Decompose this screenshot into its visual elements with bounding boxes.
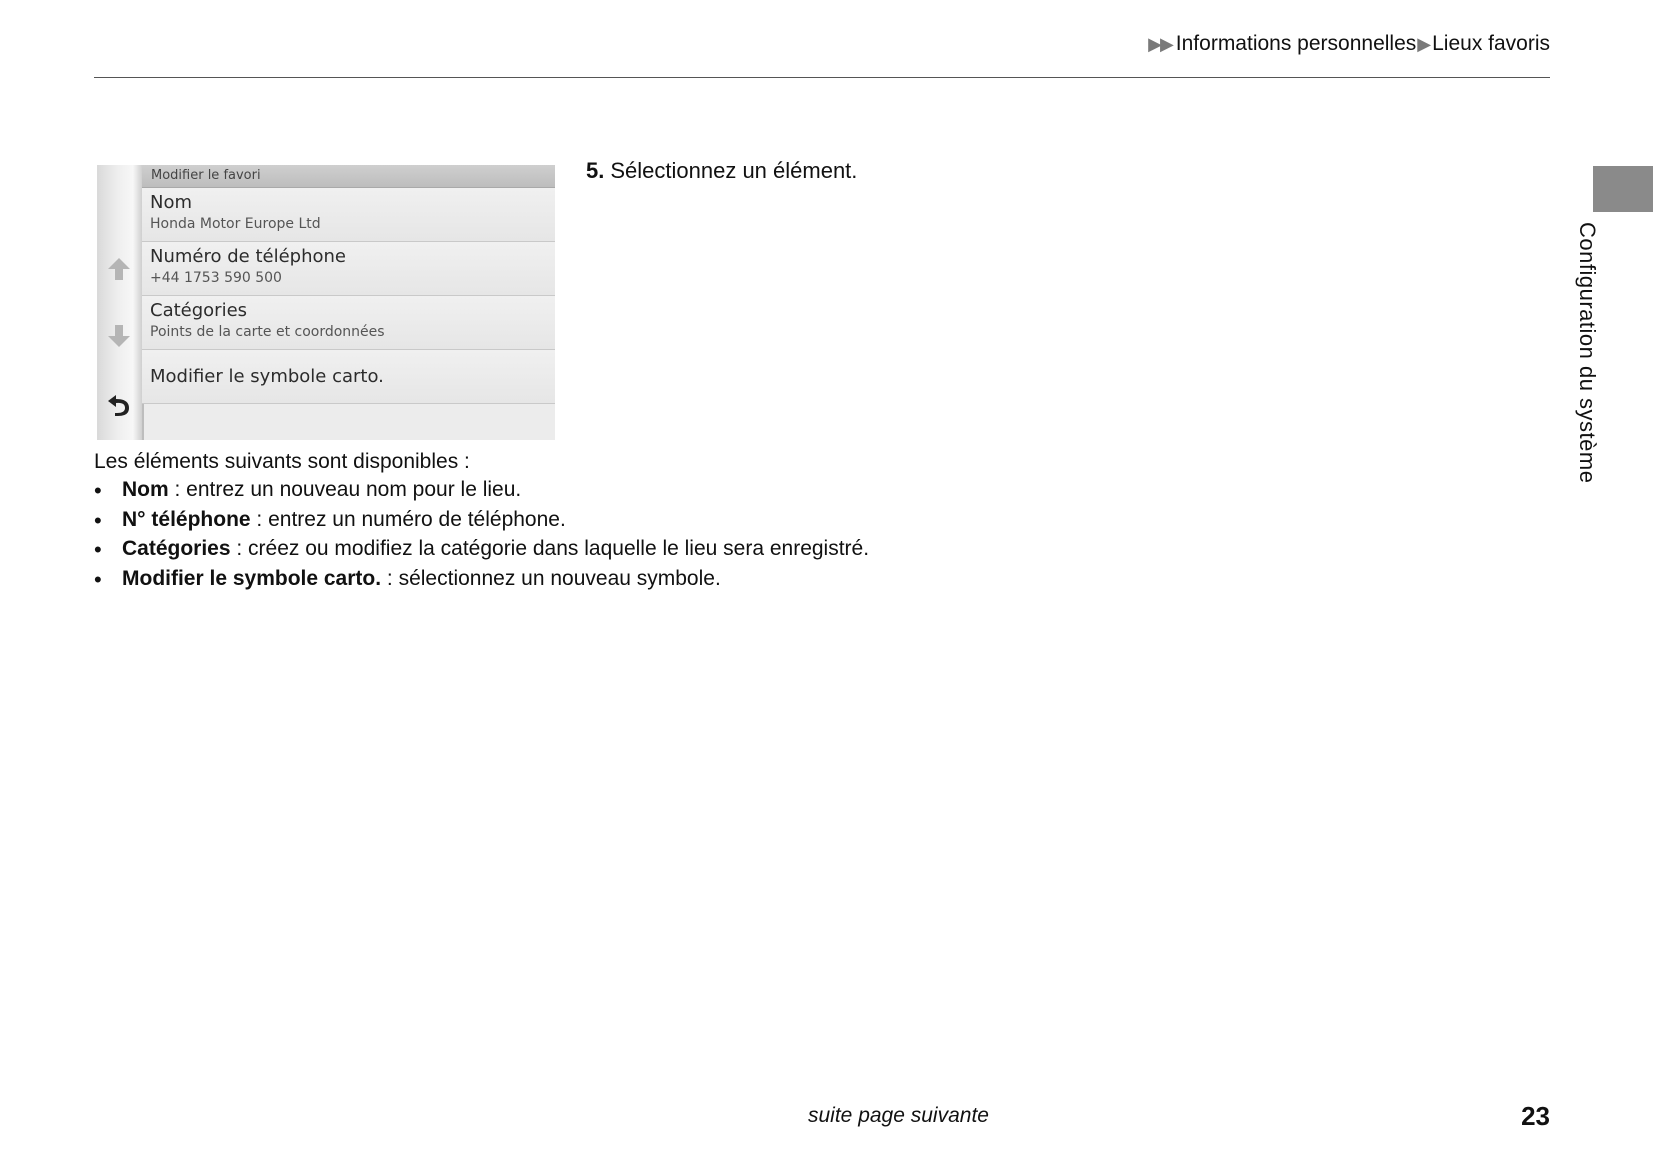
step-text: Sélectionnez un élément.	[610, 158, 858, 183]
list-item-term: Catégories	[122, 537, 231, 560]
chapter-label: Configuration du système	[1575, 222, 1600, 484]
device-menu-item-value: +44 1753 590 500	[150, 270, 282, 286]
list-item	[94, 537, 869, 567]
list-item	[94, 478, 869, 508]
step-number: 5.	[586, 158, 605, 183]
options-list	[94, 478, 869, 596]
device-menu-item-symbole[interactable]	[142, 350, 555, 404]
breadcrumb-item-topic[interactable]: Lieux favoris	[1432, 32, 1550, 55]
device-menu-item-categories[interactable]	[142, 296, 555, 350]
continued-note: suite page suivante	[808, 1104, 989, 1127]
device-screenshot	[97, 165, 555, 440]
triangle-separator-icon: ▶	[1417, 33, 1430, 54]
device-menu-item-label: Catégories	[150, 300, 248, 321]
device-screen-title: Modifier le favori	[142, 165, 555, 188]
double-triangle-icon: ▶▶	[1148, 33, 1172, 54]
device-menu-item-value: Honda Motor Europe Ltd	[150, 216, 321, 232]
list-item-term: N° téléphone	[122, 507, 251, 531]
header-divider	[94, 77, 1550, 78]
breadcrumb	[1148, 32, 1550, 56]
device-menu-item-label: Modifier le symbole carto.	[150, 366, 384, 387]
intro-text: Les éléments suivants sont disponibles :	[94, 450, 470, 473]
device-menu-item-value: Points de la carte et coordonnées	[150, 324, 385, 340]
step-instruction	[586, 158, 857, 184]
list-item-desc: : entrez un numéro de téléphone.	[250, 507, 566, 531]
device-menu-item-label: Numéro de téléphone	[150, 246, 346, 267]
list-item-term: Nom	[122, 478, 169, 501]
list-item-desc: : créez ou modifiez la catégorie dans laquelle le lieu sera enregistré.	[230, 537, 870, 560]
list-item-desc: : sélectionnez un nouveau symbole.	[381, 566, 721, 590]
device-menu-item-label: Nom	[150, 192, 193, 213]
list-item-term: Modifier le symbole carto.	[122, 566, 382, 590]
breadcrumb-item-section[interactable]: Informations personnelles	[1175, 32, 1417, 55]
list-item	[94, 508, 869, 538]
chapter-tab	[1593, 166, 1653, 212]
device-menu-item-nom[interactable]	[142, 188, 555, 242]
list-item-desc: : entrez un nouveau nom pour le lieu.	[168, 478, 522, 501]
device-scroll-bar	[97, 165, 144, 440]
back-icon[interactable]	[105, 391, 133, 419]
list-item	[94, 567, 869, 597]
device-menu-list	[142, 188, 555, 404]
page-number: 23	[1521, 1101, 1550, 1131]
arrow-down-icon[interactable]	[105, 322, 133, 350]
device-menu-item-telephone[interactable]	[142, 242, 555, 296]
arrow-up-icon[interactable]	[105, 255, 133, 283]
